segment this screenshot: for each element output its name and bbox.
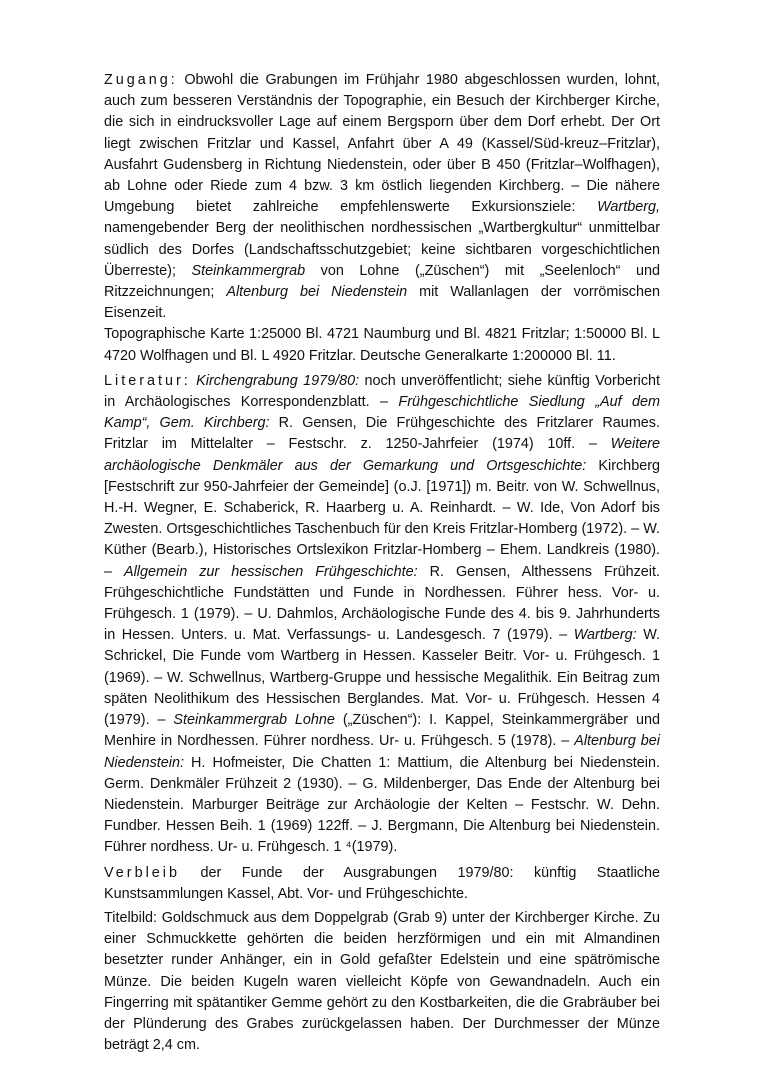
zugang-paragraph: Zugang: Obwohl die Grabungen im Frühjahr 1980 abgeschlossen wurden, lohnt, auch zum besseren Verständnis der Topographie, ein Besuch der Kirchberger Kirche, die sich in eindrucksvoller Lage auf einem Bergsporn über dem Dorf erhebt. Der Ort liegt zwischen Fritzlar und Kassel, Anfahrt über A 49 (Kassel/Süd-kreuz–Fritzlar), Ausfahrt Gudensberg in Richtung Niedenstein, oder über B 450 (Fritzlar–Wolfhagen), ab Lohne oder Riede zum 4 bzw. 3 km östlich liegenden Kirchberg. – Die nähere Umgebung bietet zahlreiche empfehlenswerte Exkursionsziele: Wartberg, namengebender Berg der neolithischen nordhessischen „Wartbergkultur“ unmittelbar südlich des Dorfes (Landschaftsschutzgebiet; keine sichtbaren vorgeschichtlichen Überreste); Steinkammergrab von Lohne („Züschen“) mit „Seelenloch“ und Ritzzeichnungen; Altenburg bei Niedenstein mit Wallanlagen der vorrömischen Eisenzeit. xyxy=(104,72,661,322)
verbleib-paragraph: Verbleib der Funde der Ausgrabungen 1979/80: künftig Staatliche Kunstsammlungen Kassel, Abt. Vor- und Frühgeschichte. xyxy=(104,864,660,902)
topo-paragraph: Topographische Karte 1:25000 Bl. 4721 Naumburg und Bl. 4821 Fritzlar; 1:50000 Bl. L 4720 Wolfhagen und Bl. L 4920 Fritzlar. Deutsche Generalkarte 1:200000 Bl. 11. xyxy=(104,326,660,364)
literatur-label: Literatur: xyxy=(104,372,191,389)
literatur-paragraph: Literatur: Kirchengrabung 1979/80: noch unveröffentlicht; siehe künftig Vorbericht in Archäologisches Korrespondenzblatt. – Frühgeschichtliche Siedlung „Auf dem Kamp“, Gem. Kirchberg: R. Gensen, Die Frühgeschichte des Fritzlarer Raumes. Fritzlar im Mittelalter – Festschr. z. 1250-Jahrfeier (1974) 10ff. – Weitere archäologische Denkmäler aus der Gemarkung und Ortsgeschichte: Kirchberg [Festschrift zur 950-Jahrfeier der Gemeinde] (o.J. [1971]) m. Beitr. von W. Schwellnus, H.-H. Wegner, E. Schaberick, R. Haarberg u. A. Reinhardt. – W. Ide, Von Adorf bis Zwesten. Ortsgeschichtliches Taschenbuch für den Kreis Fritzlar-Homberg (1972). – W. Küther (Bearb.), Historisches Ortslexikon Fritzlar-Homberg – Ehem. Landkreis (1980). – Allgemein zur hessischen Frühgeschichte: R. Gensen, Althessens Frühzeit. Frühgeschichtliche Fundstätten und Funde in Nordhessen. Führer hess. Vor- u. Frühgesch. 1 (1979). – U. Dahmlos, Archäologische Funde des 4. bis 9. Jahrhunderts in Hessen. Unters. u. Mat. Verfassungs- u. Landesgesch. 7 (1979). – Wartberg: W. Schrickel, Die Funde vom Wartberg in Hessen. Kasseler Beitr. Vor- u. Frühgesch. 1 (1969). – W. Schwellnus, Wartberg-Gruppe und hessische Megalithik. Ein Beitrag zum späten Neolithikum des Hessischen Berglandes. Mat. Vor- u. Frühgesch. Hessen 4 (1979). – Steinkammergrab Lohne („Züschen“): I. Kappel, Steinkammergräber und Menhire in Nordhessen. Führer nordhess. Ur- u. Frühgesch. 5 (1978). – Altenburg bei Niedenstein: H. Hofmeister, Die Chatten 1: Mattium, die Altenburg bei Niedenstein. Germ. Denkmäler Frühzeit 2 (1930). – G. Mildenberger, Das Ende der Altenburg bei Niedenstein. Marburger Beiträge zur Archäologie der Kelten – Festschr. W. Dehn. Fundber. Hessen Beih. 1 (1969) 122ff. – J. Bergmann, Die Altenburg bei Niedenstein. Führer nordhess. Ur- u. Frühgesch. 1 ⁴(1979). xyxy=(104,372,661,856)
titelbild-caption: Titelbild: Goldschmuck aus dem Doppelgrab (Grab 9) unter der Kirchberger Kirche. Zu einer Schmuckkette gehörten die beiden herzförmigen und ein mit Almandinen besetzter runder Anhänger, ein in Gold gefaßter Edelstein und eine spätrömische Münze. Die beiden Kugeln waren vielleicht Köpfe von Gewandnadeln. Auch ein Fingerring mit spätantiker Gemme gehört zu den Kostbarkeiten, die die Grabräuber bei der Plünderung des Grabes zurückgelassen haben. Der Durchmesser der Münze beträgt 2,4 cm. xyxy=(104,910,660,1054)
verbleib-label: Verbleib xyxy=(104,864,181,881)
document-body xyxy=(104,70,660,905)
zugang-label: Zugang: xyxy=(104,72,178,88)
